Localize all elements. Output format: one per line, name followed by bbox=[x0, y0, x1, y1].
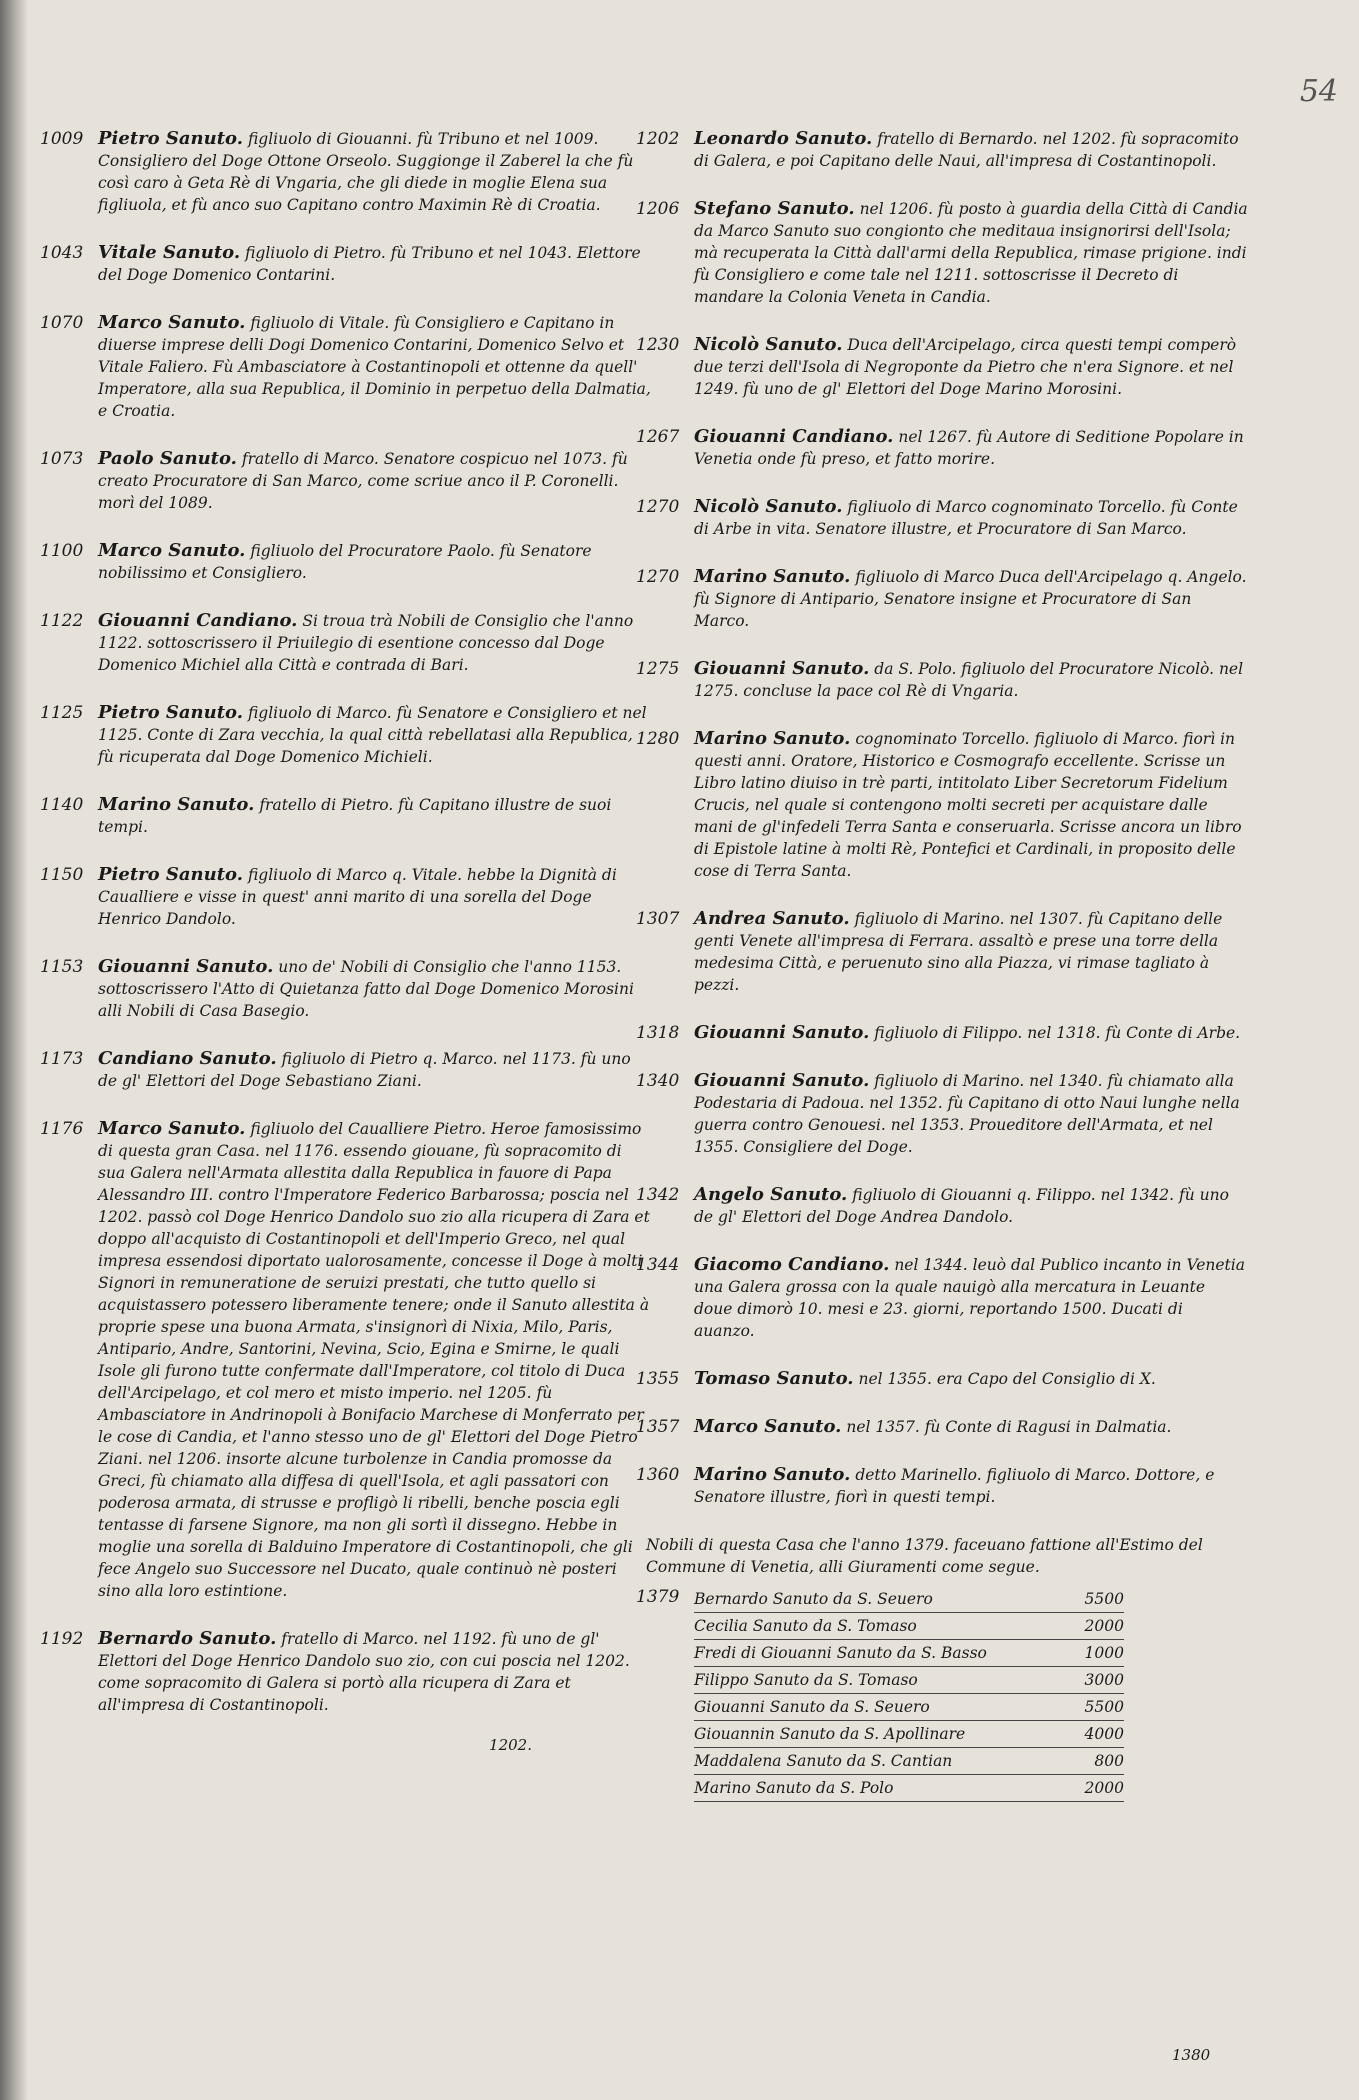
entry-year: 1206 bbox=[636, 199, 680, 219]
estimo-name: Cecilia Sanuto da S. Tomaso bbox=[694, 1613, 1024, 1640]
entry-year: 1340 bbox=[636, 1071, 680, 1091]
entry bbox=[40, 702, 652, 768]
estimo-name: Giouanni Sanuto da S. Seuero bbox=[694, 1694, 1024, 1721]
entry-body bbox=[694, 1184, 1248, 1228]
entry-name: Giouanni Candiano. bbox=[694, 426, 894, 447]
entry-name: Nicolò Sanuto. bbox=[694, 334, 843, 355]
entry-text: figliuolo di Marco. fù Senatore e Consigliero et nel 1125. Conte di Zara vecchia, la qual città rebellatasi alla Republica, fù ricuperata dal Doge Domenico Michieli. bbox=[98, 704, 647, 766]
left-entry-list bbox=[40, 128, 652, 1716]
entry-name: Tomaso Sanuto. bbox=[694, 1368, 854, 1389]
entry-text: nel 1344. leuò dal Publico incanto in Venetia una Galera grossa con la quale nauigò alla mercatura in Leuante doue dimorò 10. mesi e 23. giorni, reportando 1500. Ducati di auanzo. bbox=[694, 1256, 1245, 1340]
right-catchword: 1380 bbox=[1172, 2046, 1211, 2064]
entry-name: Vitale Sanuto. bbox=[98, 242, 241, 263]
estimo-year: 1379 bbox=[636, 1587, 680, 1607]
entry bbox=[636, 728, 1248, 882]
entry-body bbox=[694, 1464, 1248, 1508]
entry-body bbox=[98, 794, 652, 838]
entry-text: fratello di Marco. nel 1192. fù uno de gl' Elettori del Doge Henrico Dandolo suo zio, con cui poscia nel 1202. come sopracomito di Galera si portò alla ricupera di Zara et all'impresa di Costantinopoli. bbox=[98, 1630, 630, 1714]
estimo-row bbox=[694, 1640, 1124, 1667]
entry-name: Angelo Sanuto. bbox=[694, 1184, 848, 1205]
estimo-row bbox=[694, 1613, 1124, 1640]
entry-body bbox=[694, 1070, 1248, 1158]
entry-year: 1073 bbox=[40, 449, 84, 469]
entry bbox=[40, 312, 652, 422]
entry-body bbox=[694, 426, 1248, 470]
entry-body bbox=[98, 312, 652, 422]
entry-body bbox=[98, 540, 652, 584]
entry-year: 1009 bbox=[40, 129, 84, 149]
entry-year: 1275 bbox=[636, 659, 680, 679]
entry-text: cognominato Torcello. figliuolo di Marco. fiorì in questi anni. Oratore, Historico e Cosmografo eccellente. Scrisse un Libro latino diuiso in trè parti, intitolato Liber Secretorum Fidelium Crucis, nel quale si contengono molti secreti per acquistare dalle mani de gl'infedeli Terra Santa e conseruarla. Scrisse ancora un libro di Epistole latine à molti Rè, Pontefici et Cardinali, in proposito delle cose di Terra Santa. bbox=[694, 730, 1242, 880]
entry bbox=[40, 540, 652, 584]
entry-text: figliuolo di Marco cognominato Torcello. fù Conte di Arbe in vita. Senatore illustre, et Procuratore di San Marco. bbox=[694, 498, 1238, 538]
entry-text: figliuolo di Marco Duca dell'Arcipelago q. Angelo. fù Signore di Antipario, Senatore insigne et Procuratore di San Marco. bbox=[694, 568, 1247, 630]
entry bbox=[636, 128, 1248, 172]
entry-text: Si troua trà Nobili de Consiglio che l'anno 1122. sottoscrissero il Priuilegio di esentione concesso dal Doge Domenico Michiel alla Città e contrada di Bari. bbox=[98, 612, 634, 674]
estimo-amount: 1000 bbox=[1024, 1640, 1124, 1667]
entry-body bbox=[98, 1048, 652, 1092]
entry-name: Marco Sanuto. bbox=[98, 312, 246, 333]
entry-name: Giacomo Candiano. bbox=[694, 1254, 890, 1275]
entry-text: fratello di Pietro. fù Capitano illustre de suoi tempi. bbox=[98, 796, 612, 836]
entry-text: nel 1355. era Capo del Consiglio di X. bbox=[858, 1370, 1156, 1388]
entry-year: 1043 bbox=[40, 243, 84, 263]
entry-body bbox=[694, 1254, 1248, 1342]
entry-year: 1318 bbox=[636, 1023, 680, 1043]
entry-body bbox=[694, 496, 1248, 540]
estimo-amount: 5500 bbox=[1024, 1586, 1124, 1613]
entry-name: Bernardo Sanuto. bbox=[98, 1628, 277, 1649]
estimo-row bbox=[694, 1586, 1124, 1613]
entry-body bbox=[98, 1118, 652, 1602]
entry-year: 1280 bbox=[636, 729, 680, 749]
entry-year: 1344 bbox=[636, 1255, 680, 1275]
entry-body bbox=[694, 1022, 1248, 1044]
entry-year: 1125 bbox=[40, 703, 84, 723]
entry-text: figliuolo di Marco q. Vitale. hebbe la Dignità di Caualliere e visse in quest' anni marito di una sorella del Doge Henrico Dandolo. bbox=[98, 866, 617, 928]
entry-name: Marino Sanuto. bbox=[694, 728, 851, 749]
entry-name: Andrea Sanuto. bbox=[694, 908, 850, 929]
entry-year: 1176 bbox=[40, 1119, 84, 1139]
estimo-row bbox=[694, 1721, 1124, 1748]
entry-name: Marino Sanuto. bbox=[694, 1464, 851, 1485]
entry-text: fratello di Bernardo. nel 1202. fù sopracomito di Galera, e poi Capitano delle Naui, all'impresa di Costantinopoli. bbox=[694, 130, 1239, 170]
entry-text: figliuolo di Giouanni q. Filippo. nel 1342. fù uno de gl' Elettori del Doge Andrea Dandolo. bbox=[694, 1186, 1229, 1226]
estimo-name: Marino Sanuto da S. Polo bbox=[694, 1775, 1024, 1802]
entry-year: 1202 bbox=[636, 129, 680, 149]
entry-name: Nicolò Sanuto. bbox=[694, 496, 843, 517]
entry-text: nel 1357. fù Conte di Ragusi in Dalmatia. bbox=[846, 1418, 1172, 1436]
entry-year: 1230 bbox=[636, 335, 680, 355]
estimo-row bbox=[694, 1667, 1124, 1694]
left-catchword: 1202. bbox=[489, 1736, 532, 1754]
entry-text: uno de' Nobili di Consiglio che l'anno 1153. sottoscrissero l'Atto di Quietanza fatto dal Doge Domenico Morosini alli Nobili di Casa Basegio. bbox=[98, 958, 634, 1020]
entry-text: nel 1267. fù Autore di Seditione Popolare in Venetia onde fù preso, et fatto morire. bbox=[694, 428, 1244, 468]
entry-name: Giouanni Sanuto. bbox=[694, 1070, 870, 1091]
estimo-amount: 3000 bbox=[1024, 1667, 1124, 1694]
entry bbox=[636, 1368, 1248, 1390]
entry-name: Marco Sanuto. bbox=[98, 540, 246, 561]
estimo-amount: 800 bbox=[1024, 1748, 1124, 1775]
entry bbox=[40, 242, 652, 286]
entry-text: figliuolo di Pietro q. Marco. nel 1173. fù uno de gl' Elettori del Doge Sebastiano Ziani. bbox=[98, 1050, 631, 1090]
entry bbox=[636, 334, 1248, 400]
estimo-amount: 2000 bbox=[1024, 1613, 1124, 1640]
entry-text: figliuolo di Filippo. nel 1318. fù Conte di Arbe. bbox=[874, 1024, 1241, 1042]
entry-name: Leonardo Sanuto. bbox=[694, 128, 873, 149]
entry-year: 1270 bbox=[636, 497, 680, 517]
entry-name: Candiano Sanuto. bbox=[98, 1048, 277, 1069]
estimo-amount: 4000 bbox=[1024, 1721, 1124, 1748]
entry-year: 1070 bbox=[40, 313, 84, 333]
entry-year: 1360 bbox=[636, 1465, 680, 1485]
entry-body bbox=[694, 728, 1248, 882]
entry-year: 1153 bbox=[40, 957, 84, 977]
entry-text: figliuolo del Caualliere Pietro. Heroe famosissimo di questa gran Casa. nel 1176. essendo giouane, fù sopracomito di sua Galera nell'Armata allestita dalla Republica in fauore di Papa Alessandro III. contro l'Imperatore Federico Barbarossa; poscia nel 1202. passò col Doge Henrico Dandolo suo zio alla ricupera di Zara et doppo all'acquisto di Costantinopoli et dell'Imperio Greco, nel qual impresa essendosi diportato ualorosamente, concesse il Doge à molti Signori in remuneratione de seruizi prestati, che tutto quello si acquistassero potessero liberamente tenere; onde il Sanuto allestita à proprie spese una buona Armata, s'insignorì di Nixia, Milo, Paris, Antipario, Andre, Santorini, Nevina, Scio, Egina e Smirne, le quali Isole gli furono tutte confermate dall'Imperatore, col titolo di Duca dell'Arcipelago, et col mero et misto imperio. nel 1205. fù Ambasciatore in Andrinopoli à Bonifacio Marchese di Monferrato per le cose di Candia, et l'anno stesso uno de gl' Elettori del Doge Pietro Ziani. nel 1206. insorte alcune turbolenze in Candia promosse da Greci, fù chiamato alla diffesa di quell'Isola, et agli passatori con poderosa armata, di strusse e profligò li ribelli, benche poscia egli tentasse di farsene Signore, ma non gli sortì il dissegno. Hebbe in moglie una sorella di Balduino Imperatore di Costantinopoli, che gli fece Angelo suo Successore nel Ducato, quale continuò nè posteri sino alla loro estintione. bbox=[98, 1120, 650, 1600]
entry-body bbox=[694, 198, 1248, 308]
estimo-row bbox=[694, 1694, 1124, 1721]
estimo-table bbox=[694, 1586, 1124, 1802]
entry-name: Giouanni Sanuto. bbox=[694, 1022, 870, 1043]
entry-year: 1355 bbox=[636, 1369, 680, 1389]
entry-year: 1173 bbox=[40, 1049, 84, 1069]
estimo-list bbox=[636, 1586, 1248, 1802]
entry-text: figliuolo di Pietro. fù Tribuno et nel 1043. Elettore del Doge Domenico Contarini. bbox=[98, 244, 641, 284]
estimo-row bbox=[694, 1775, 1124, 1802]
entry-body bbox=[694, 658, 1248, 702]
estimo-name: Fredi di Giouanni Sanuto da S. Basso bbox=[694, 1640, 1024, 1667]
entry-body bbox=[694, 334, 1248, 400]
page-edge-shadow bbox=[0, 0, 28, 2100]
entry-year: 1357 bbox=[636, 1417, 680, 1437]
estimo-name: Bernardo Sanuto da S. Seuero bbox=[694, 1586, 1024, 1613]
entry bbox=[40, 128, 652, 216]
entry-text: figliuolo di Vitale. fù Consigliero e Capitano in diuerse imprese delli Dogi Domenico Contarini, Domenico Selvo et Vitale Faliero. Fù Ambasciatore à Costantinopoli et ottenne da quell' Imperatore, alla sua Republica, il Dominio in perpetuo della Dalmatia, e Croatia. bbox=[98, 314, 651, 420]
entry-year: 1342 bbox=[636, 1185, 680, 1205]
entry-name: Giouanni Sanuto. bbox=[694, 658, 870, 679]
entry-name: Pietro Sanuto. bbox=[98, 864, 244, 885]
entry-text: figliuolo di Marino. nel 1307. fù Capitano delle genti Venete all'impresa di Ferrara. assaltò e prese una torre della medesima Città, e peruenuto sino alla Piazza, vi rimase tagliato à pezzi. bbox=[694, 910, 1223, 994]
estimo-name: Giouannin Sanuto da S. Apollinare bbox=[694, 1721, 1024, 1748]
entry bbox=[636, 1464, 1248, 1508]
entry-year: 1307 bbox=[636, 909, 680, 929]
entry-text: figliuolo del Procuratore Paolo. fù Senatore nobilissimo et Consigliero. bbox=[98, 542, 592, 582]
entry-name: Marino Sanuto. bbox=[694, 566, 851, 587]
folio-number: 54 bbox=[1299, 74, 1338, 109]
right-entry-list bbox=[636, 128, 1248, 1508]
entry-body bbox=[98, 448, 652, 514]
entry-year: 1100 bbox=[40, 541, 84, 561]
entry bbox=[636, 1254, 1248, 1342]
entry-name: Marco Sanuto. bbox=[694, 1416, 842, 1437]
entry-body bbox=[98, 128, 652, 216]
entry-year: 1270 bbox=[636, 567, 680, 587]
entry-body bbox=[98, 956, 652, 1022]
entry-body bbox=[98, 1628, 652, 1716]
entry-body bbox=[98, 242, 652, 286]
entry-name: Pietro Sanuto. bbox=[98, 702, 244, 723]
entry-year: 1140 bbox=[40, 795, 84, 815]
entry bbox=[636, 496, 1248, 540]
entry-name: Paolo Sanuto. bbox=[98, 448, 237, 469]
entry bbox=[40, 1628, 652, 1716]
entry bbox=[40, 1118, 652, 1602]
entry bbox=[40, 1048, 652, 1092]
entry bbox=[636, 426, 1248, 470]
estimo-name: Filippo Sanuto da S. Tomaso bbox=[694, 1667, 1024, 1694]
entry-body bbox=[694, 1416, 1248, 1438]
right-column bbox=[636, 128, 1248, 1802]
entry-text: nel 1206. fù posto à guardia della Città di Candia da Marco Sanuto suo congionto che meditaua insignorirsi dell'Isola; mà recuperata la Città dall'armi della Republica, rimase prigione. indi fù Consigliero e come tale nel 1211. sottoscrisse il Decreto di mandare la Colonia Veneta in Candia. bbox=[694, 200, 1248, 306]
entry-name: Pietro Sanuto. bbox=[98, 128, 244, 149]
entry-body bbox=[98, 864, 652, 930]
entry bbox=[40, 794, 652, 838]
entry bbox=[636, 1416, 1248, 1438]
entry-name: Giouanni Candiano. bbox=[98, 610, 298, 631]
entry-body bbox=[694, 566, 1248, 632]
entry bbox=[40, 448, 652, 514]
entry-year: 1267 bbox=[636, 427, 680, 447]
entry bbox=[636, 198, 1248, 308]
entry bbox=[636, 566, 1248, 632]
entry-text: fratello di Marco. Senatore cospicuo nel 1073. fù creato Procuratore di San Marco, come scriue anco il P. Coronelli. morì del 1089. bbox=[98, 450, 628, 512]
entry-text: detto Marinello. figliuolo di Marco. Dottore, e Senatore illustre, fiorì in questi tempi. bbox=[694, 1466, 1215, 1506]
estimo-name: Maddalena Sanuto da S. Cantian bbox=[694, 1748, 1024, 1775]
estimo-intro: Nobili di questa Casa che l'anno 1379. faceuano fattione all'Estimo del Commune di Venetia, alli Giuramenti come segue. bbox=[646, 1536, 1203, 1576]
entry-body bbox=[98, 702, 652, 768]
entry bbox=[40, 864, 652, 930]
entry-name: Marco Sanuto. bbox=[98, 1118, 246, 1139]
entry-text: figliuolo di Giouanni. fù Tribuno et nel 1009. Consigliero del Doge Ottone Orseolo. Suggionge il Zaberel la che fù così caro à Geta Rè di Vngaria, che gli diede in moglie Elena sua figliuola, et fù anco suo Capitano contro Maximin Rè di Croatia. bbox=[98, 130, 634, 214]
entry bbox=[636, 1184, 1248, 1228]
entry bbox=[40, 610, 652, 676]
estimo-row bbox=[694, 1748, 1124, 1775]
entry-body bbox=[694, 1368, 1248, 1390]
entry-name: Stefano Sanuto. bbox=[694, 198, 855, 219]
entry-body bbox=[694, 128, 1248, 172]
entry-year: 1192 bbox=[40, 1629, 84, 1649]
entry-body bbox=[694, 908, 1248, 996]
entry-text: Duca dell'Arcipelago, circa questi tempi comperò due terzi dell'Isola di Negroponte da Pietro che n'era Signore. et nel 1249. fù uno de gl' Elettori del Doge Marino Morosini. bbox=[694, 336, 1237, 398]
estimo-amount: 5500 bbox=[1024, 1694, 1124, 1721]
estimo-amount: 2000 bbox=[1024, 1775, 1124, 1802]
entry-name: Marino Sanuto. bbox=[98, 794, 255, 815]
entry-text: da S. Polo. figliuolo del Procuratore Nicolò. nel 1275. concluse la pace col Rè di Vngaria. bbox=[694, 660, 1244, 700]
entry bbox=[636, 1070, 1248, 1158]
entry bbox=[40, 956, 652, 1022]
entry-year: 1122 bbox=[40, 611, 84, 631]
entry-name: Giouanni Sanuto. bbox=[98, 956, 274, 977]
entry bbox=[636, 1022, 1248, 1044]
entry-text: figliuolo di Marino. nel 1340. fù chiamato alla Podestaria di Padoua. nel 1352. fù Capitano di otto Naui lunghe nella guerra contro Genouesi. nel 1353. Proueditore dell'Armata, et nel 1355. Consigliere del Doge. bbox=[694, 1072, 1240, 1156]
entry-year: 1150 bbox=[40, 865, 84, 885]
left-column bbox=[40, 128, 652, 1756]
entry bbox=[636, 908, 1248, 996]
entry-body bbox=[98, 610, 652, 676]
entry bbox=[636, 658, 1248, 702]
